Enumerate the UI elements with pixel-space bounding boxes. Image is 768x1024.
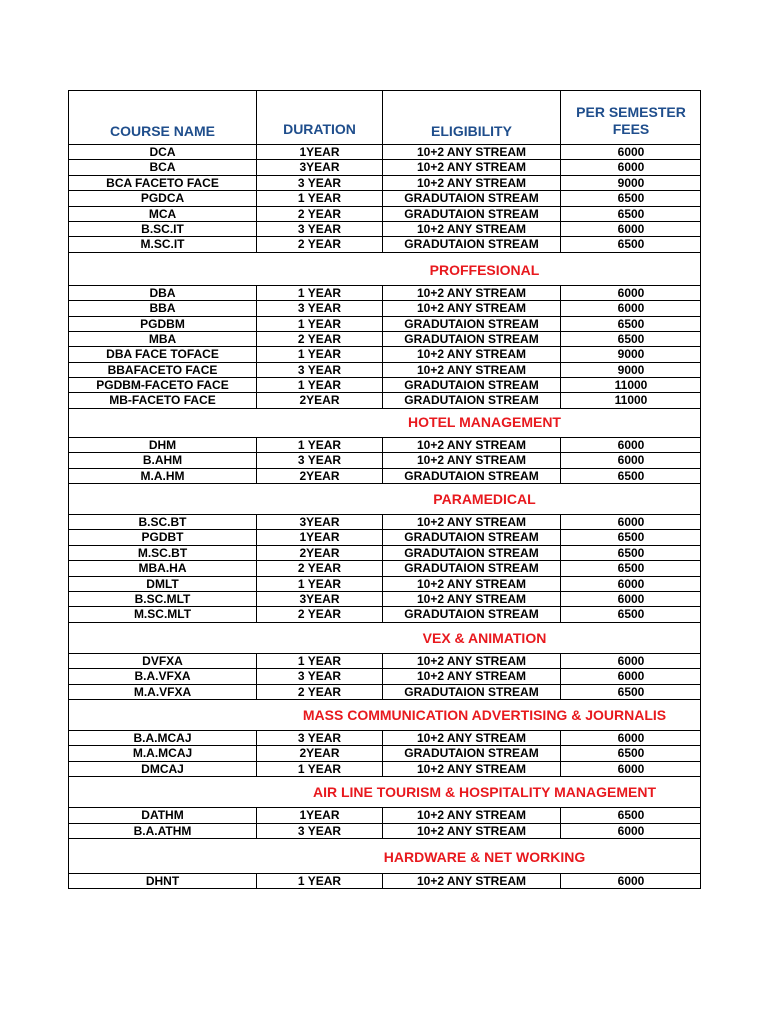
fees-cell: 6000	[617, 285, 645, 300]
eligibility-cell: 10+2 ANY STREAM	[383, 453, 561, 467]
eligibility-cell: GRADUTAION STREAM	[383, 469, 561, 483]
duration-cell: 2YEAR	[257, 746, 383, 760]
eligibility-cell: GRADUTAION STREAM	[383, 317, 561, 331]
eligibility-cell: 10+2 ANY STREAM	[383, 731, 561, 745]
table-row	[68, 669, 700, 684]
eligibility-cell: 10+2 ANY STREAM	[383, 592, 561, 606]
fees-cell: 6500	[617, 545, 645, 560]
table-row	[68, 347, 700, 362]
course-cell: PGDBT	[69, 530, 257, 544]
duration-cell: 3 YEAR	[257, 176, 383, 190]
course-cell: DCA	[69, 145, 257, 159]
duration-cell: 1 YEAR	[257, 654, 383, 668]
table-row	[68, 317, 700, 332]
course-cell: B.SC.BT	[69, 515, 257, 529]
duration-cell: 3 YEAR	[257, 731, 383, 745]
table-row	[68, 237, 700, 252]
table-row	[68, 453, 700, 468]
course-cell: B.A.ATHM	[69, 824, 257, 838]
duration-cell: 1 YEAR	[257, 874, 383, 888]
fees-cell: 11000	[614, 393, 648, 408]
eligibility-cell: 10+2 ANY STREAM	[383, 515, 561, 529]
table-row	[68, 378, 700, 393]
duration-cell: 3 YEAR	[257, 363, 383, 377]
header-fees-line2: FEES	[612, 121, 650, 137]
eligibility-cell: 10+2 ANY STREAM	[383, 176, 561, 190]
duration-cell: 1 YEAR	[257, 317, 383, 331]
eligibility-cell: GRADUTAION STREAM	[383, 378, 561, 392]
section-header	[68, 777, 700, 808]
course-cell: BBA	[69, 301, 257, 315]
course-cell: BBAFACETO FACE	[69, 363, 257, 377]
duration-cell: 3YEAR	[257, 515, 383, 529]
fees-cell: 6000	[617, 576, 645, 591]
eligibility-cell: 10+2 ANY STREAM	[383, 222, 561, 236]
section-header	[68, 839, 700, 874]
duration-cell: 1 YEAR	[257, 347, 383, 361]
fees-cell: 6500	[617, 468, 645, 483]
table-row	[68, 145, 700, 160]
section-header	[68, 623, 700, 654]
table-row	[68, 438, 700, 453]
eligibility-cell: 10+2 ANY STREAM	[383, 363, 561, 377]
fees-cell: 6000	[617, 221, 645, 236]
duration-cell: 3 YEAR	[257, 669, 383, 683]
table-row	[68, 561, 700, 576]
section-title: MASS COMMUNICATION ADVERTISING & JOURNALIS	[302, 706, 667, 723]
eligibility-cell: GRADUTAION STREAM	[383, 746, 561, 760]
table-row	[68, 222, 700, 237]
table-row	[68, 393, 700, 408]
header-fees	[561, 91, 701, 144]
fees-cell: 6500	[617, 746, 645, 761]
eligibility-cell: 10+2 ANY STREAM	[383, 160, 561, 174]
eligibility-cell: 10+2 ANY STREAM	[383, 669, 561, 683]
duration-cell: 2 YEAR	[257, 207, 383, 221]
section-title: HARDWARE & NET WORKING	[383, 848, 586, 865]
table-row	[68, 546, 700, 561]
eligibility-cell: GRADUTAION STREAM	[383, 237, 561, 251]
course-cell: B.SC.MLT	[69, 592, 257, 606]
course-cell: DATHM	[69, 808, 257, 822]
duration-cell: 1YEAR	[257, 145, 383, 159]
table-row	[68, 577, 700, 592]
header-duration	[257, 91, 383, 144]
eligibility-cell: GRADUTAION STREAM	[383, 546, 561, 560]
duration-cell: 2YEAR	[257, 469, 383, 483]
section-title: PROFFESIONAL	[429, 261, 540, 278]
duration-cell: 3YEAR	[257, 160, 383, 174]
section-header	[68, 409, 700, 438]
table-row	[68, 808, 700, 823]
fees-cell: 6000	[617, 653, 645, 668]
course-cell: DBA	[69, 286, 257, 300]
table-row	[68, 530, 700, 545]
eligibility-cell: 10+2 ANY STREAM	[383, 654, 561, 668]
table-row	[68, 746, 700, 761]
fees-cell: 6500	[617, 607, 645, 622]
eligibility-cell: GRADUTAION STREAM	[383, 332, 561, 346]
course-cell: MB-FACETO FACE	[69, 393, 257, 407]
course-cell: MBA	[69, 332, 257, 346]
course-cell: MCA	[69, 207, 257, 221]
table-row	[68, 160, 700, 175]
table-row	[68, 685, 700, 700]
course-cell: B.A.MCAJ	[69, 731, 257, 745]
table-body	[68, 145, 700, 889]
duration-cell: 2 YEAR	[257, 237, 383, 251]
course-cell: B.A.VFXA	[69, 669, 257, 683]
duration-cell: 2YEAR	[257, 546, 383, 560]
fees-cell: 6000	[617, 453, 645, 468]
eligibility-cell: 10+2 ANY STREAM	[383, 438, 561, 452]
fees-cell: 6500	[617, 331, 645, 346]
table-row	[68, 515, 700, 530]
course-cell: B.SC.IT	[69, 222, 257, 236]
table-row	[68, 874, 700, 889]
eligibility-cell: GRADUTAION STREAM	[383, 530, 561, 544]
fees-cell: 6500	[617, 237, 645, 252]
fees-cell: 6500	[617, 206, 645, 221]
table-row	[68, 176, 700, 191]
fees-cell: 6000	[617, 669, 645, 684]
table-row	[68, 824, 700, 839]
eligibility-cell: GRADUTAION STREAM	[383, 685, 561, 699]
section-header	[68, 253, 700, 286]
duration-cell: 1 YEAR	[257, 762, 383, 776]
section-header	[68, 700, 700, 731]
course-cell: M.A.VFXA	[69, 685, 257, 699]
course-cell: M.A.MCAJ	[69, 746, 257, 760]
fees-cell: 6000	[617, 145, 645, 159]
table-row	[68, 332, 700, 347]
header-course-name: COURSE NAME	[69, 91, 257, 144]
eligibility-cell: 10+2 ANY STREAM	[383, 286, 561, 300]
course-cell: B.AHM	[69, 453, 257, 467]
course-cell: M.A.HM	[69, 469, 257, 483]
course-cell: BCA	[69, 160, 257, 174]
table-row	[68, 762, 700, 777]
duration-cell: 1 YEAR	[257, 286, 383, 300]
duration-cell: 1 YEAR	[257, 378, 383, 392]
table-row	[68, 469, 700, 484]
header-duration-label: DURATION	[283, 121, 356, 137]
fees-cell: 11000	[614, 378, 648, 393]
header-fees-line1: PER SEMESTER	[576, 104, 686, 120]
eligibility-cell: 10+2 ANY STREAM	[383, 577, 561, 591]
duration-cell: 3 YEAR	[257, 222, 383, 236]
fees-cell: 6500	[617, 561, 645, 576]
eligibility-cell: 10+2 ANY STREAM	[383, 762, 561, 776]
eligibility-cell: GRADUTAION STREAM	[383, 607, 561, 621]
table-row	[68, 191, 700, 206]
eligibility-cell: 10+2 ANY STREAM	[383, 824, 561, 838]
fees-cell: 6000	[617, 301, 645, 316]
duration-cell: 1YEAR	[257, 530, 383, 544]
table-row	[68, 592, 700, 607]
course-cell: DBA FACE TOFACE	[69, 347, 257, 361]
header-fees-label	[576, 104, 686, 138]
fees-cell: 9000	[617, 347, 645, 362]
duration-cell: 3 YEAR	[257, 301, 383, 315]
course-cell: PGDBM	[69, 317, 257, 331]
duration-cell: 2YEAR	[257, 393, 383, 407]
section-title: VEX & ANIMATION	[422, 629, 547, 646]
course-cell: DVFXA	[69, 654, 257, 668]
eligibility-cell: GRADUTAION STREAM	[383, 191, 561, 205]
fees-cell: 6000	[617, 823, 645, 838]
duration-cell: 3 YEAR	[257, 453, 383, 467]
table-row	[68, 731, 700, 746]
table-header	[68, 90, 700, 145]
fees-cell: 6500	[617, 530, 645, 545]
course-cell: DHM	[69, 438, 257, 452]
section-header	[68, 484, 700, 515]
duration-cell: 1 YEAR	[257, 577, 383, 591]
eligibility-cell: 10+2 ANY STREAM	[383, 874, 561, 888]
section-title: AIR LINE TOURISM & HOSPITALITY MANAGEMENT	[312, 784, 656, 801]
table-row	[68, 207, 700, 222]
fees-cell: 6000	[617, 160, 645, 175]
eligibility-cell: 10+2 ANY STREAM	[383, 301, 561, 315]
course-cell: M.SC.MLT	[69, 607, 257, 621]
duration-cell: 1 YEAR	[257, 438, 383, 452]
fees-cell: 6500	[617, 684, 645, 699]
course-cell: MBA.HA	[69, 561, 257, 575]
duration-cell: 2 YEAR	[257, 561, 383, 575]
duration-cell: 3 YEAR	[257, 824, 383, 838]
fees-cell: 6000	[617, 761, 645, 776]
fees-cell: 6500	[617, 191, 645, 206]
table-row	[68, 286, 700, 301]
duration-cell: 2 YEAR	[257, 332, 383, 346]
course-cell: PGDBM-FACETO FACE	[69, 378, 257, 392]
duration-cell: 3YEAR	[257, 592, 383, 606]
eligibility-cell: 10+2 ANY STREAM	[383, 145, 561, 159]
duration-cell: 2 YEAR	[257, 607, 383, 621]
section-title: HOTEL MANAGEMENT	[408, 413, 561, 430]
fees-cell: 6000	[617, 437, 645, 452]
course-cell: DHNT	[69, 874, 257, 888]
fees-cell: 6500	[617, 316, 645, 331]
course-cell: M.SC.IT	[69, 237, 257, 251]
course-cell: BCA FACETO FACE	[69, 176, 257, 190]
table-row	[68, 607, 700, 622]
duration-cell: 1YEAR	[257, 808, 383, 822]
eligibility-cell: GRADUTAION STREAM	[383, 561, 561, 575]
fees-cell: 6000	[617, 591, 645, 606]
fee-table	[68, 90, 701, 889]
duration-cell: 1 YEAR	[257, 191, 383, 205]
fees-cell: 6000	[617, 730, 645, 745]
eligibility-cell: 10+2 ANY STREAM	[383, 808, 561, 822]
fees-cell: 6000	[617, 515, 645, 530]
section-title: PARAMEDICAL	[433, 491, 536, 508]
fees-cell: 9000	[617, 362, 645, 377]
table-row	[68, 363, 700, 378]
eligibility-cell: 10+2 ANY STREAM	[383, 347, 561, 361]
fees-cell: 9000	[617, 175, 645, 190]
course-cell: M.SC.BT	[69, 546, 257, 560]
course-cell: DMCAJ	[69, 762, 257, 776]
table-row	[68, 654, 700, 669]
course-cell: PGDCA	[69, 191, 257, 205]
table-row	[68, 301, 700, 316]
eligibility-cell: GRADUTAION STREAM	[383, 207, 561, 221]
duration-cell: 2 YEAR	[257, 685, 383, 699]
fees-cell: 6500	[617, 808, 645, 823]
header-eligibility: ELIGIBILITY	[383, 91, 561, 144]
fees-cell: 6000	[617, 873, 645, 888]
eligibility-cell: GRADUTAION STREAM	[383, 393, 561, 407]
course-cell: DMLT	[69, 577, 257, 591]
